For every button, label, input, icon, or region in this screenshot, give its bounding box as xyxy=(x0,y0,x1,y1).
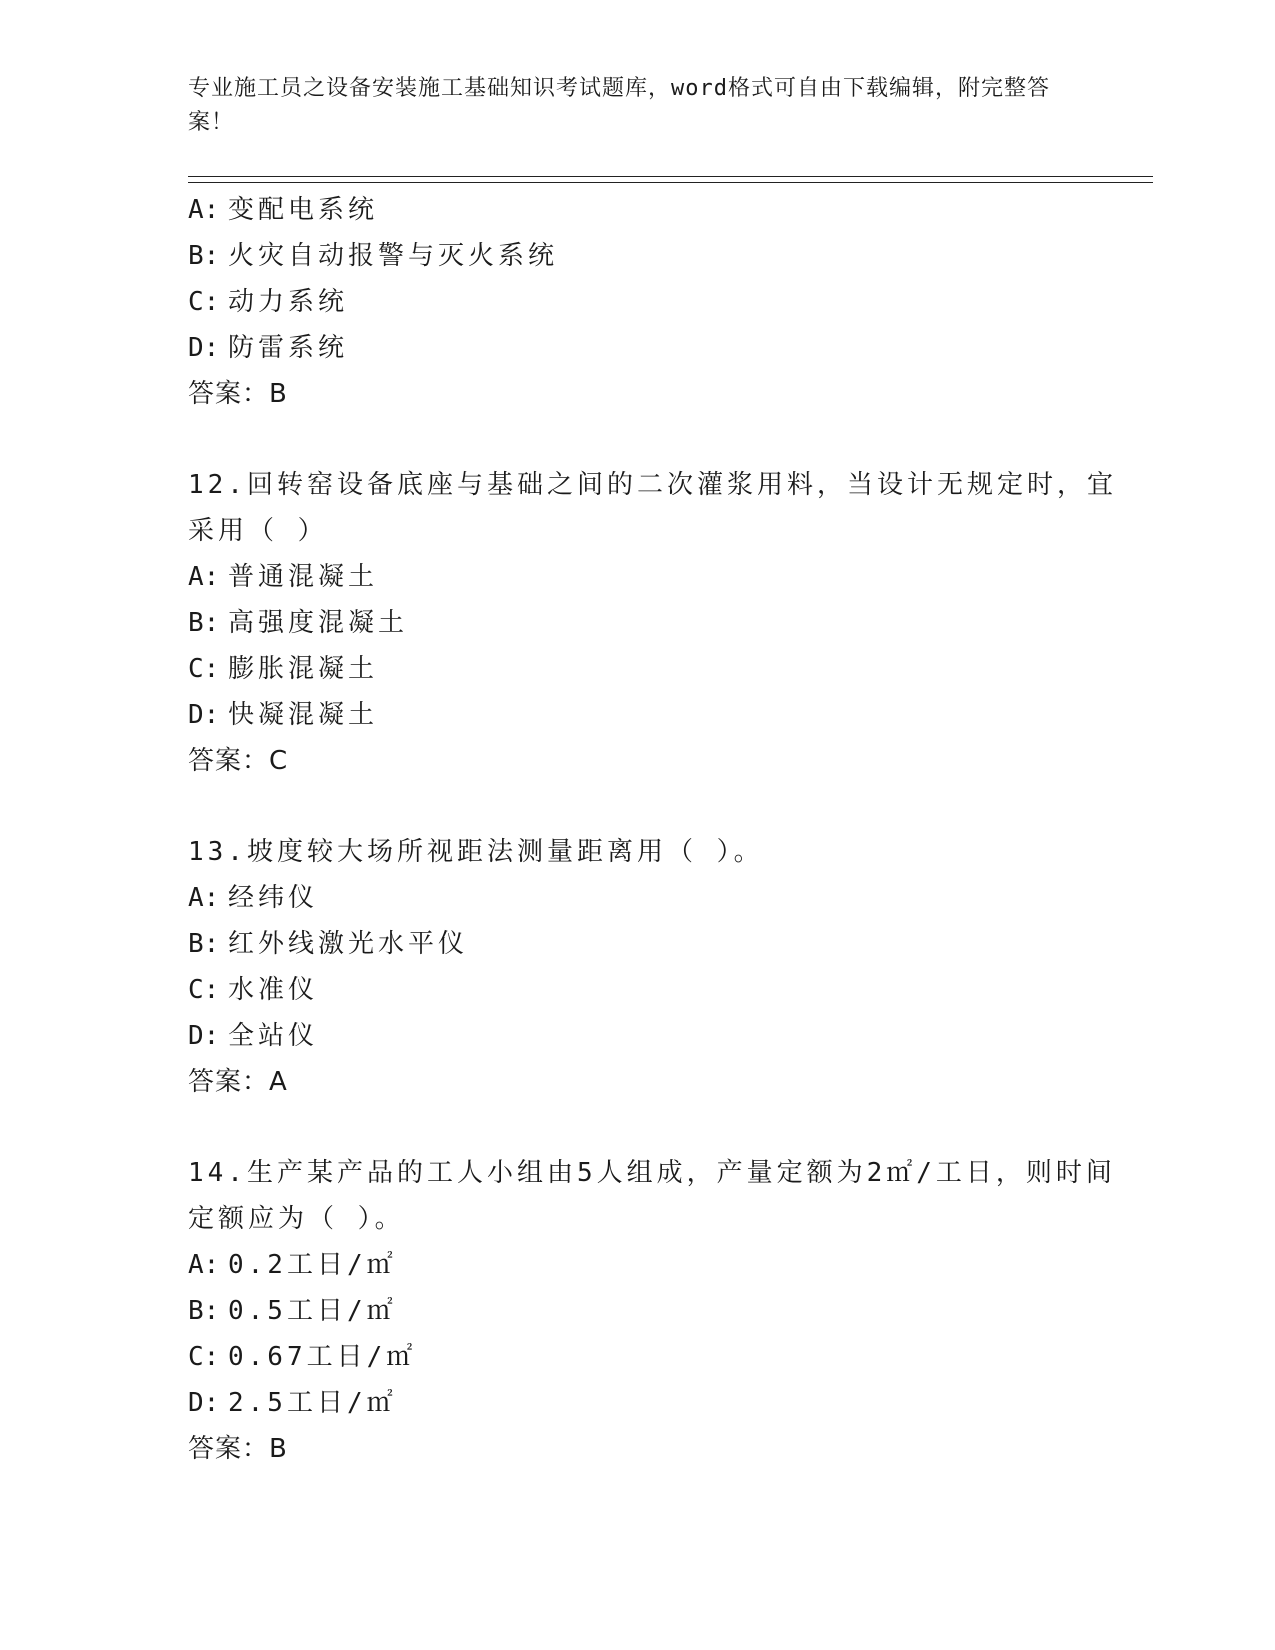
option-a xyxy=(188,875,1088,921)
option-b xyxy=(188,921,1088,967)
option-key: D: xyxy=(188,1021,220,1051)
answer-line: 答案：B xyxy=(188,1434,288,1464)
option-text: 0.5工日/㎡ xyxy=(228,1296,397,1326)
option-key: D: xyxy=(188,333,220,363)
option-text: 红外线激光水平仪 xyxy=(228,929,469,959)
option-text: 2.5工日/㎡ xyxy=(228,1388,397,1418)
option-key: C: xyxy=(188,287,220,317)
option-key: D: xyxy=(188,1388,220,1418)
option-key: C: xyxy=(188,654,220,684)
option-text: 快凝混凝土 xyxy=(228,700,379,730)
option-key: B: xyxy=(188,241,220,271)
option-text: 全站仪 xyxy=(228,1021,319,1051)
option-d xyxy=(188,692,1088,738)
question-block-14 xyxy=(188,1150,1116,1472)
option-c xyxy=(188,646,1088,692)
option-b xyxy=(188,1288,1088,1334)
question-block-partial xyxy=(188,187,1088,417)
option-c xyxy=(188,967,1088,1013)
option-a xyxy=(188,1242,1088,1288)
option-b xyxy=(188,600,1088,646)
option-d xyxy=(188,1380,1088,1426)
option-a xyxy=(188,554,1088,600)
question-stem-line2: 采用（ ） xyxy=(188,516,328,546)
option-key: C: xyxy=(188,975,220,1005)
option-key: D: xyxy=(188,700,220,730)
option-text: 普通混凝土 xyxy=(228,562,379,592)
option-text: 水准仪 xyxy=(228,975,319,1005)
option-text: 0.67工日/㎡ xyxy=(228,1342,417,1372)
option-key: B: xyxy=(188,608,220,638)
answer-line: 答案：A xyxy=(188,1067,288,1097)
option-c xyxy=(188,279,1088,325)
option-text: 0.2工日/㎡ xyxy=(228,1250,397,1280)
question-stem-line1: 14.生产某产品的工人小组由5人组成，产量定额为2㎡/工日，则时间 xyxy=(188,1158,1116,1188)
option-key: A: xyxy=(188,195,220,225)
document-header: 专业施工员之设备安装施工基础知识考试题库，word格式可自由下载编辑，附完整答案！ xyxy=(188,76,1050,135)
option-text: 高强度混凝土 xyxy=(228,608,409,638)
option-key: B: xyxy=(188,1296,220,1326)
answer-line: 答案：C xyxy=(188,746,289,776)
question-stem-line2: 定额应为（ ）。 xyxy=(188,1204,405,1234)
question-block-12 xyxy=(188,462,1117,784)
option-c xyxy=(188,1334,1088,1380)
option-text: 经纬仪 xyxy=(228,883,319,913)
option-key: A: xyxy=(188,562,220,592)
answer-line: 答案：B xyxy=(188,379,288,409)
option-text: 动力系统 xyxy=(228,287,349,317)
question-stem-line1: 13.坡度较大场所视距法测量距离用（ ）。 xyxy=(188,837,764,867)
option-b xyxy=(188,233,1088,279)
option-d xyxy=(188,1013,1088,1059)
option-key: A: xyxy=(188,883,220,913)
option-key: A: xyxy=(188,1250,220,1280)
header-divider-bottom xyxy=(188,182,1153,183)
option-key: B: xyxy=(188,929,220,959)
question-list xyxy=(188,187,1117,1472)
question-stem-line1: 12.回转窑设备底座与基础之间的二次灌浆用料，当设计无规定时，宜 xyxy=(188,470,1117,500)
option-text: 膨胀混凝土 xyxy=(228,654,379,684)
option-key: C: xyxy=(188,1342,220,1372)
header-divider-top xyxy=(188,176,1153,177)
question-block-13 xyxy=(188,829,1088,1105)
option-d xyxy=(188,325,1088,371)
option-text: 变配电系统 xyxy=(228,195,379,225)
option-text: 火灾自动报警与灭火系统 xyxy=(228,241,559,271)
option-a xyxy=(188,187,1088,233)
option-text: 防雷系统 xyxy=(228,333,349,363)
